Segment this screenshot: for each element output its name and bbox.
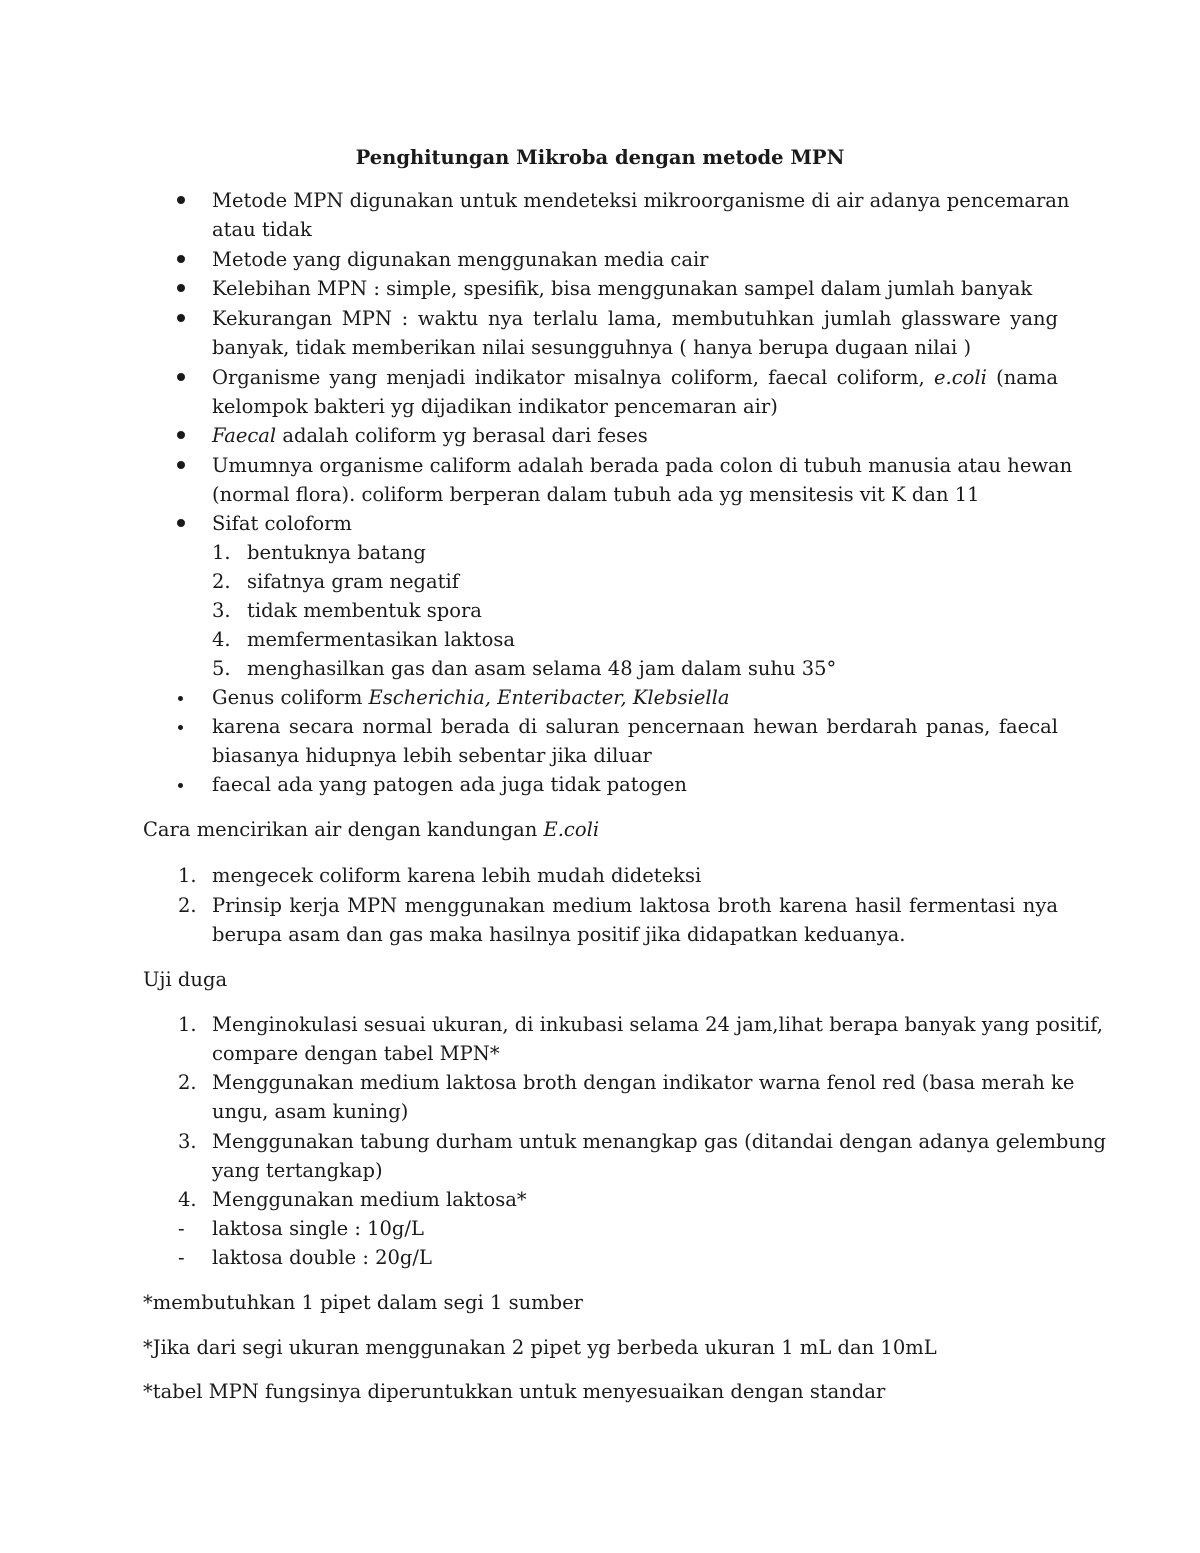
bullet-dot [177,461,185,469]
list-item: tidak membentuk spora [247,599,482,622]
section-heading: Cara mencirikan air dengan kandungan E.coli [143,818,600,841]
bullet-text: banyak, tidak memberikan nilai sesungguhnya ( hanya berupa dugaan nilai ) [212,336,972,359]
small-bullet-dot [178,725,183,730]
dash-item: laktosa double : 20g/L [212,1246,432,1269]
footnote: *membutuhkan 1 pipet dalam segi 1 sumber [143,1291,583,1314]
list-item: memfermentasikan laktosa [247,628,515,651]
list-number: 3. [212,599,231,622]
list-number: 5. [212,657,231,680]
list-number: 2. [178,894,197,917]
bullet-text: kelompok bakteri yg dijadikan indikator pencemaran air) [212,395,778,418]
list-item: menghasilkan gas dan asam selama 48 jam dalam suhu 35° [247,657,837,680]
list-number: 4. [178,1188,197,1211]
footnote: *tabel MPN fungsinya diperuntukkan untuk menyesuaikan dengan standar [143,1380,886,1403]
list-item: bentuknya batang [247,541,426,564]
list-item: Menggunakan medium laktosa* [212,1188,527,1211]
bullet-text: biasanya hidupnya lebih sebentar jika diluar [212,744,652,767]
bullet-dot [177,519,185,527]
bullet-dot [177,373,185,381]
bullet-text: Kelebihan MPN : simple, spesifik, bisa menggunakan sampel dalam jumlah banyak [212,277,1033,300]
bullet-text: Metode MPN digunakan untuk mendeteksi mikroorganisme di air adanya pencemaran [212,189,1070,212]
bullet-dot [177,431,185,439]
small-bullet-dot [178,783,183,788]
bullet-text: Organisme yang menjadi indikator misalnya coliform, faecal coliform, e.coli (nama [212,366,1059,389]
bullet-dot [177,255,185,263]
list-item: Menggunakan medium laktosa broth dengan indikator warna fenol red (basa merah ke [212,1071,1075,1094]
bullet-text: Genus coliform Escherichia, Enteribacter, Klebsiella [212,686,730,709]
list-number: 4. [212,628,231,651]
list-number: 2. [178,1071,197,1094]
bullet-text: Faecal adalah coliform yg berasal dari feses [212,424,648,447]
footnote: *Jika dari segi ukuran menggunakan 2 pipet yg berbeda ukuran 1 mL dan 10mL [143,1336,937,1359]
bullet-text: Umumnya organisme caliform adalah berada pada colon di tubuh manusia atau hewan [212,454,1073,477]
list-item: yang tertangkap) [212,1159,383,1182]
list-item: mengecek coliform karena lebih mudah dideteksi [212,864,702,887]
list-number: 1. [178,1013,197,1036]
bullet-text: karena secara normal berada di saluran pencernaan hewan berdarah panas, faecal [212,715,1058,738]
list-item: ungu, asam kuning) [212,1100,409,1123]
bullet-text: Sifat coloform [212,512,352,535]
bullet-dot [177,196,185,204]
bullet-dot [177,284,185,292]
list-item: Prinsip kerja MPN menggunakan medium laktosa broth karena hasil fermentasi nya [212,894,1058,917]
list-item: sifatnya gram negatif [247,570,459,593]
bullet-text: Metode yang digunakan menggunakan media cair [212,248,709,271]
bullet-text: (normal flora). coliform berperan dalam tubuh ada yg mensitesis vit K dan 11 [212,483,980,506]
dash-marker: - [178,1246,185,1269]
list-number: 3. [178,1130,197,1153]
section-heading: Uji duga [143,968,228,991]
list-number: 2. [212,570,231,593]
list-item: compare dengan tabel MPN* [212,1042,500,1065]
dash-item: laktosa single : 10g/L [212,1217,424,1240]
list-number: 1. [212,541,231,564]
list-item: Menginokulasi sesuai ukuran, di inkubasi selama 24 jam,lihat berapa banyak yang positif, [212,1013,1103,1036]
list-item: Menggunakan tabung durham untuk menangkap gas (ditandai dengan adanya gelembung [212,1130,1107,1153]
bullet-text: Kekurangan MPN : waktu nya terlalu lama, membutuhkan jumlah glassware yang [212,307,1058,330]
bullet-text: faecal ada yang patogen ada juga tidak patogen [212,773,687,796]
list-number: 1. [178,864,197,887]
small-bullet-dot [178,696,183,701]
document-title: Penghitungan Mikroba dengan metode MPN [355,146,845,169]
bullet-text: atau tidak [212,218,312,241]
dash-marker: - [178,1217,185,1240]
bullet-dot [177,314,185,322]
list-item: berupa asam dan gas maka hasilnya positif jika didapatkan keduanya. [212,923,906,946]
